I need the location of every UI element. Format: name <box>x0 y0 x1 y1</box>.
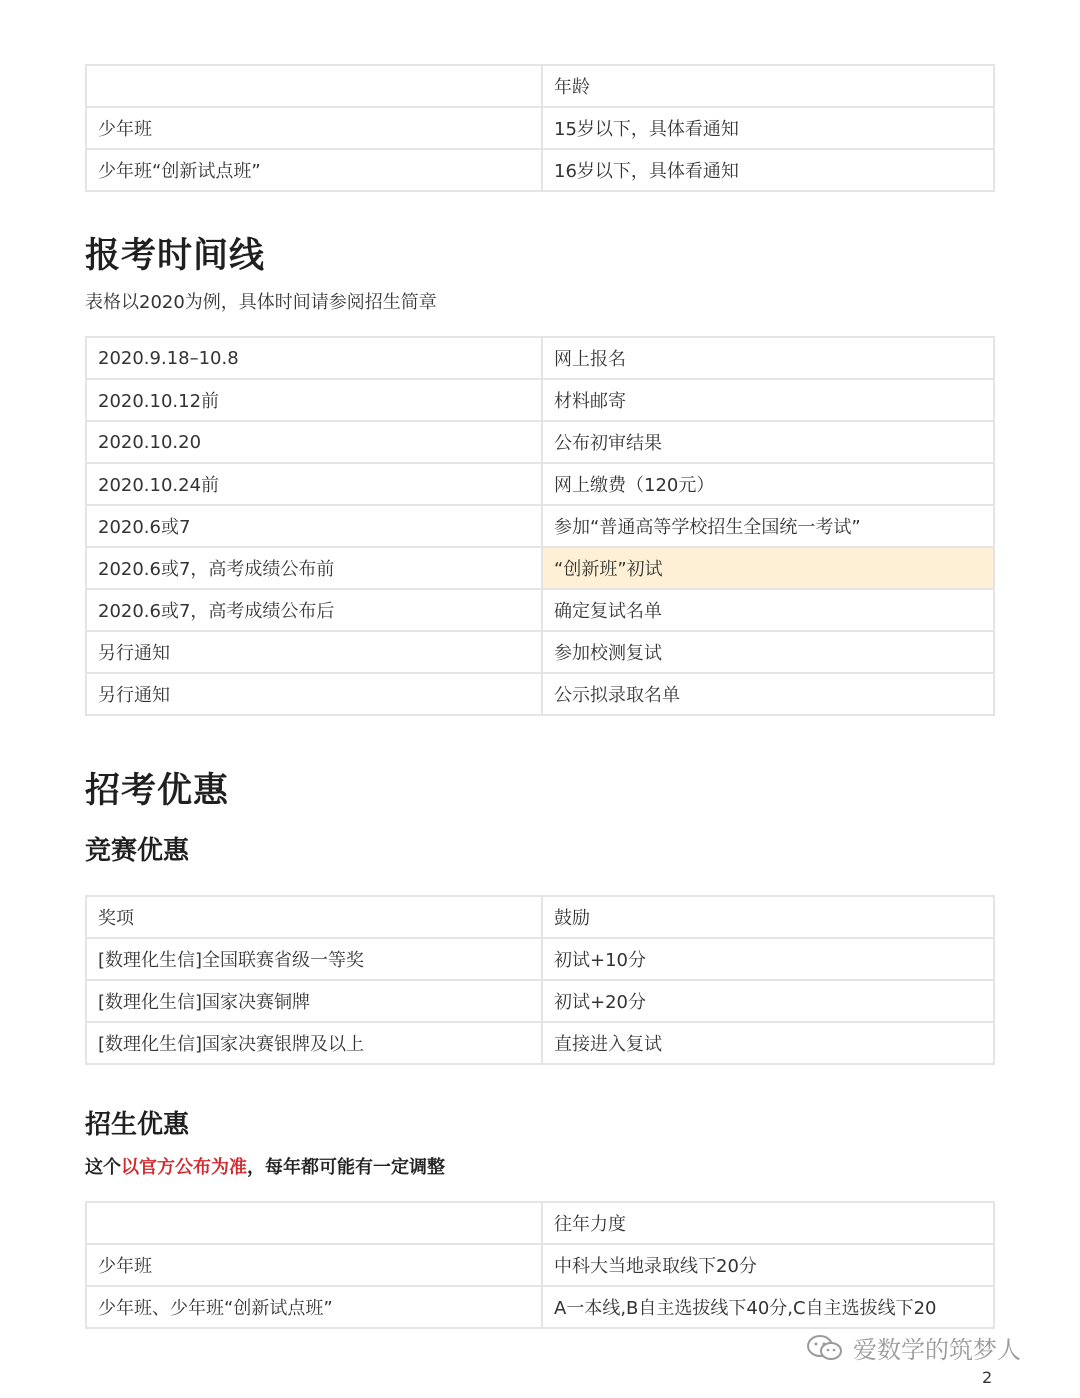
page-number: 2 <box>982 1368 993 1387</box>
table-cell: 中科大当地录取线下20分 <box>542 1244 994 1286</box>
table-header-cell: 年龄 <box>542 65 994 107</box>
table-row <box>86 1022 994 1064</box>
table-row <box>86 149 994 191</box>
table-cell: 少年班、少年班“创新试点班” <box>86 1286 542 1328</box>
table-row <box>86 505 994 547</box>
table-header-cell: 往年力度 <box>542 1202 994 1244</box>
benefits-heading: 招考优惠 <box>85 771 230 811</box>
table-cell <box>86 1202 542 1244</box>
table-row <box>86 337 994 379</box>
table-row <box>86 673 994 715</box>
table-cell: 另行通知 <box>86 673 542 715</box>
table-cell: 2020.10.24前 <box>86 463 542 505</box>
timeline-table <box>85 336 995 716</box>
table-cell: 2020.10.12前 <box>86 379 542 421</box>
table-row <box>86 421 994 463</box>
table-cell: 另行通知 <box>86 631 542 673</box>
table-cell: 2020.6或7，高考成绩公布前 <box>86 547 542 589</box>
table-row <box>86 896 994 938</box>
table-row <box>86 1286 994 1328</box>
table-cell: 少年班 <box>86 107 542 149</box>
admission-note <box>85 1153 445 1179</box>
table-cell: 网上报名 <box>542 337 994 379</box>
table-cell: 2020.6或7 <box>86 505 542 547</box>
admission-heading: 招生优惠 <box>85 1110 190 1140</box>
table-cell: A一本线,B自主选拔线下40分,C自主选拔线下20 <box>542 1286 994 1328</box>
note-emphasis: 以官方公布为准 <box>121 1157 247 1178</box>
note-suffix: ，每年都可能有一定调整 <box>247 1157 445 1178</box>
table-row <box>86 980 994 1022</box>
table-cell: 少年班“创新试点班” <box>86 149 542 191</box>
table-cell: 2020.6或7，高考成绩公布后 <box>86 589 542 631</box>
table-row <box>86 379 994 421</box>
table-cell: 初试+10分 <box>542 938 994 980</box>
table-cell: 参加校测复试 <box>542 631 994 673</box>
table-row <box>86 65 994 107</box>
admission-table <box>85 1201 995 1329</box>
table-cell: 15岁以下，具体看通知 <box>542 107 994 149</box>
table-row <box>86 631 994 673</box>
table-cell: [数理化生信]国家决赛铜牌 <box>86 980 542 1022</box>
table-cell: 2020.10.20 <box>86 421 542 463</box>
table-row <box>86 589 994 631</box>
table-cell: 公示拟录取名单 <box>542 673 994 715</box>
table-row <box>86 547 994 589</box>
table-cell: [数理化生信]全国联赛省级一等奖 <box>86 938 542 980</box>
table-cell: 参加“普通高等学校招生全国统一考试” <box>542 505 994 547</box>
timeline-note: 表格以2020为例，具体时间请参阅招生简章 <box>85 292 437 313</box>
timeline-heading: 报考时间线 <box>85 236 266 276</box>
table-cell <box>86 65 542 107</box>
table-header-cell: 奖项 <box>86 896 542 938</box>
wechat-icon <box>805 1333 845 1363</box>
table-cell: 确定复试名单 <box>542 589 994 631</box>
table-cell: 材料邮寄 <box>542 379 994 421</box>
highlighted-cell: “创新班”初试 <box>542 547 994 589</box>
table-cell: 初试+20分 <box>542 980 994 1022</box>
table-row <box>86 1202 994 1244</box>
table-cell: 网上缴费（120元） <box>542 463 994 505</box>
table-cell: 16岁以下，具体看通知 <box>542 149 994 191</box>
competition-heading: 竞赛优惠 <box>85 836 190 866</box>
competition-table <box>85 895 995 1065</box>
table-row <box>86 1244 994 1286</box>
watermark <box>805 1330 1021 1365</box>
watermark-text: 爱数学的筑梦人 <box>853 1336 1021 1364</box>
table-row <box>86 938 994 980</box>
table-cell: [数理化生信]国家决赛银牌及以上 <box>86 1022 542 1064</box>
age-table <box>85 64 995 192</box>
table-row <box>86 107 994 149</box>
table-row <box>86 463 994 505</box>
table-header-cell: 鼓励 <box>542 896 994 938</box>
table-cell: 直接进入复试 <box>542 1022 994 1064</box>
note-prefix: 这个 <box>85 1157 121 1178</box>
table-cell: 少年班 <box>86 1244 542 1286</box>
table-cell: 公布初审结果 <box>542 421 994 463</box>
table-cell: 2020.9.18–10.8 <box>86 337 542 379</box>
